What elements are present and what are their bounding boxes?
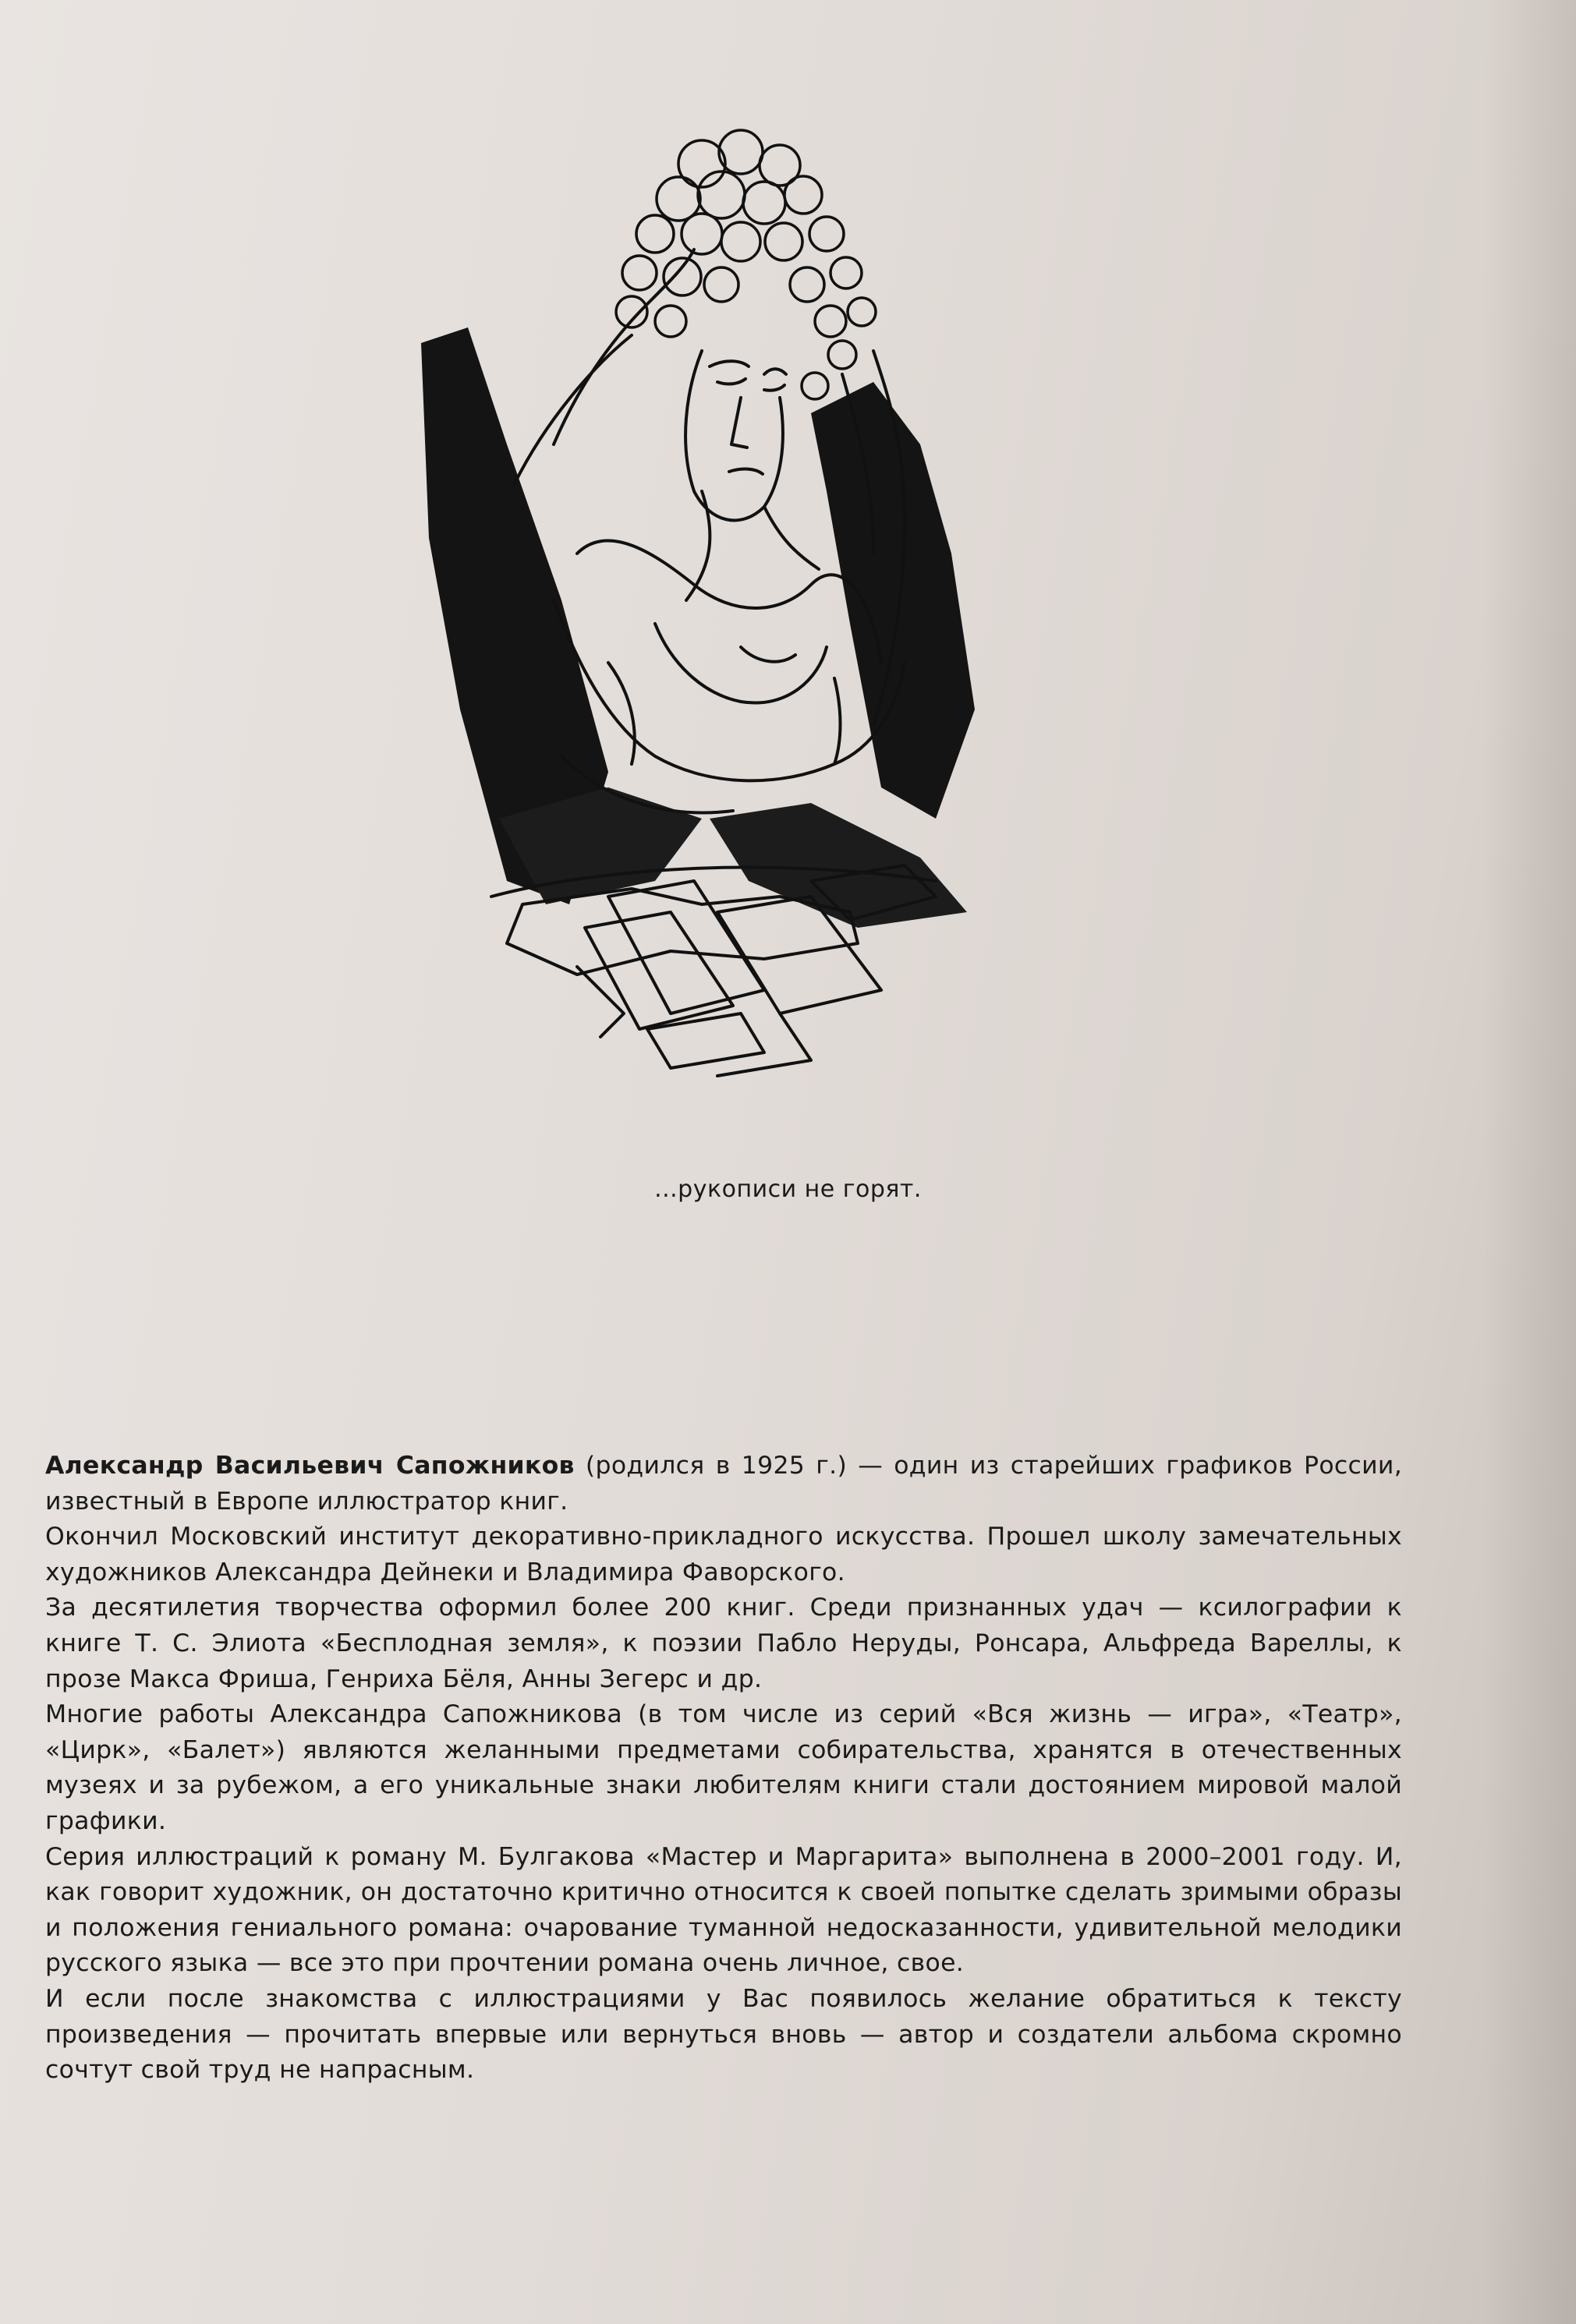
bio-paragraph: Многие работы Александра Сапожникова (в том числе из серий «Вся жизнь — игра», «Театр», «Цирк», «Балет») являются желанными предметами собирательства, хранятся в отечественных музеях и за рубежом, а его уникальные знаки любителям книги стали достоянием мировой малой графики. xyxy=(45,1700,1402,1835)
bio-paragraph-intro xyxy=(45,1449,1402,1519)
bio-paragraph: И если после знакомства с иллюстрациями у Вас появилось желание обратиться к тексту произведения — прочитать впервые или вернуться вновь — автор и создатели альбома скромно сочтут свой труд не напрасным. xyxy=(45,1984,1402,2085)
bio-paragraph: Серия иллюстраций к роману М. Булгакова «Мастер и Маргарита» выполнена в 2000–2001 году. И, как говорит художник, он достаточно критично относится к своей попытке сделать зримыми образы и положения гениального романа: очарование туманной недосказанности, удивительной мелодики русского языка — все это при прочтении романа очень личное, свое. xyxy=(45,1842,1402,1978)
woman-manuscripts-illustration xyxy=(374,117,1061,1146)
bio-paragraph: Окончил Московский институт декоративно-прикладного искусства. Прошел школу замечательных художников Александра Дейнеки и Владимира Фаворского. xyxy=(45,1523,1402,1586)
page-shadow xyxy=(1482,0,1576,2324)
bio-paragraph: За десятилетия творчества оформил более 200 книг. Среди признанных удач — ксилографии к книге Т. С. Элиота «Бесплодная земля», к поэзии Пабло Неруды, Ронсара, Альфреда Вареллы, к прозе Макса Фриша, Генриха Бёля, Анны Зегерс и др. xyxy=(45,1594,1402,1693)
illustration-caption: ...рукописи не горят. xyxy=(654,1176,922,1203)
bio-intro-text: (родился в 1925 г.) — один из старейших графиков России, известный в Европе иллюстратор книг. xyxy=(45,1452,1403,1516)
artist-name: Александр Васильевич Сапожников xyxy=(45,1452,575,1480)
artist-biography xyxy=(45,1449,1402,2089)
